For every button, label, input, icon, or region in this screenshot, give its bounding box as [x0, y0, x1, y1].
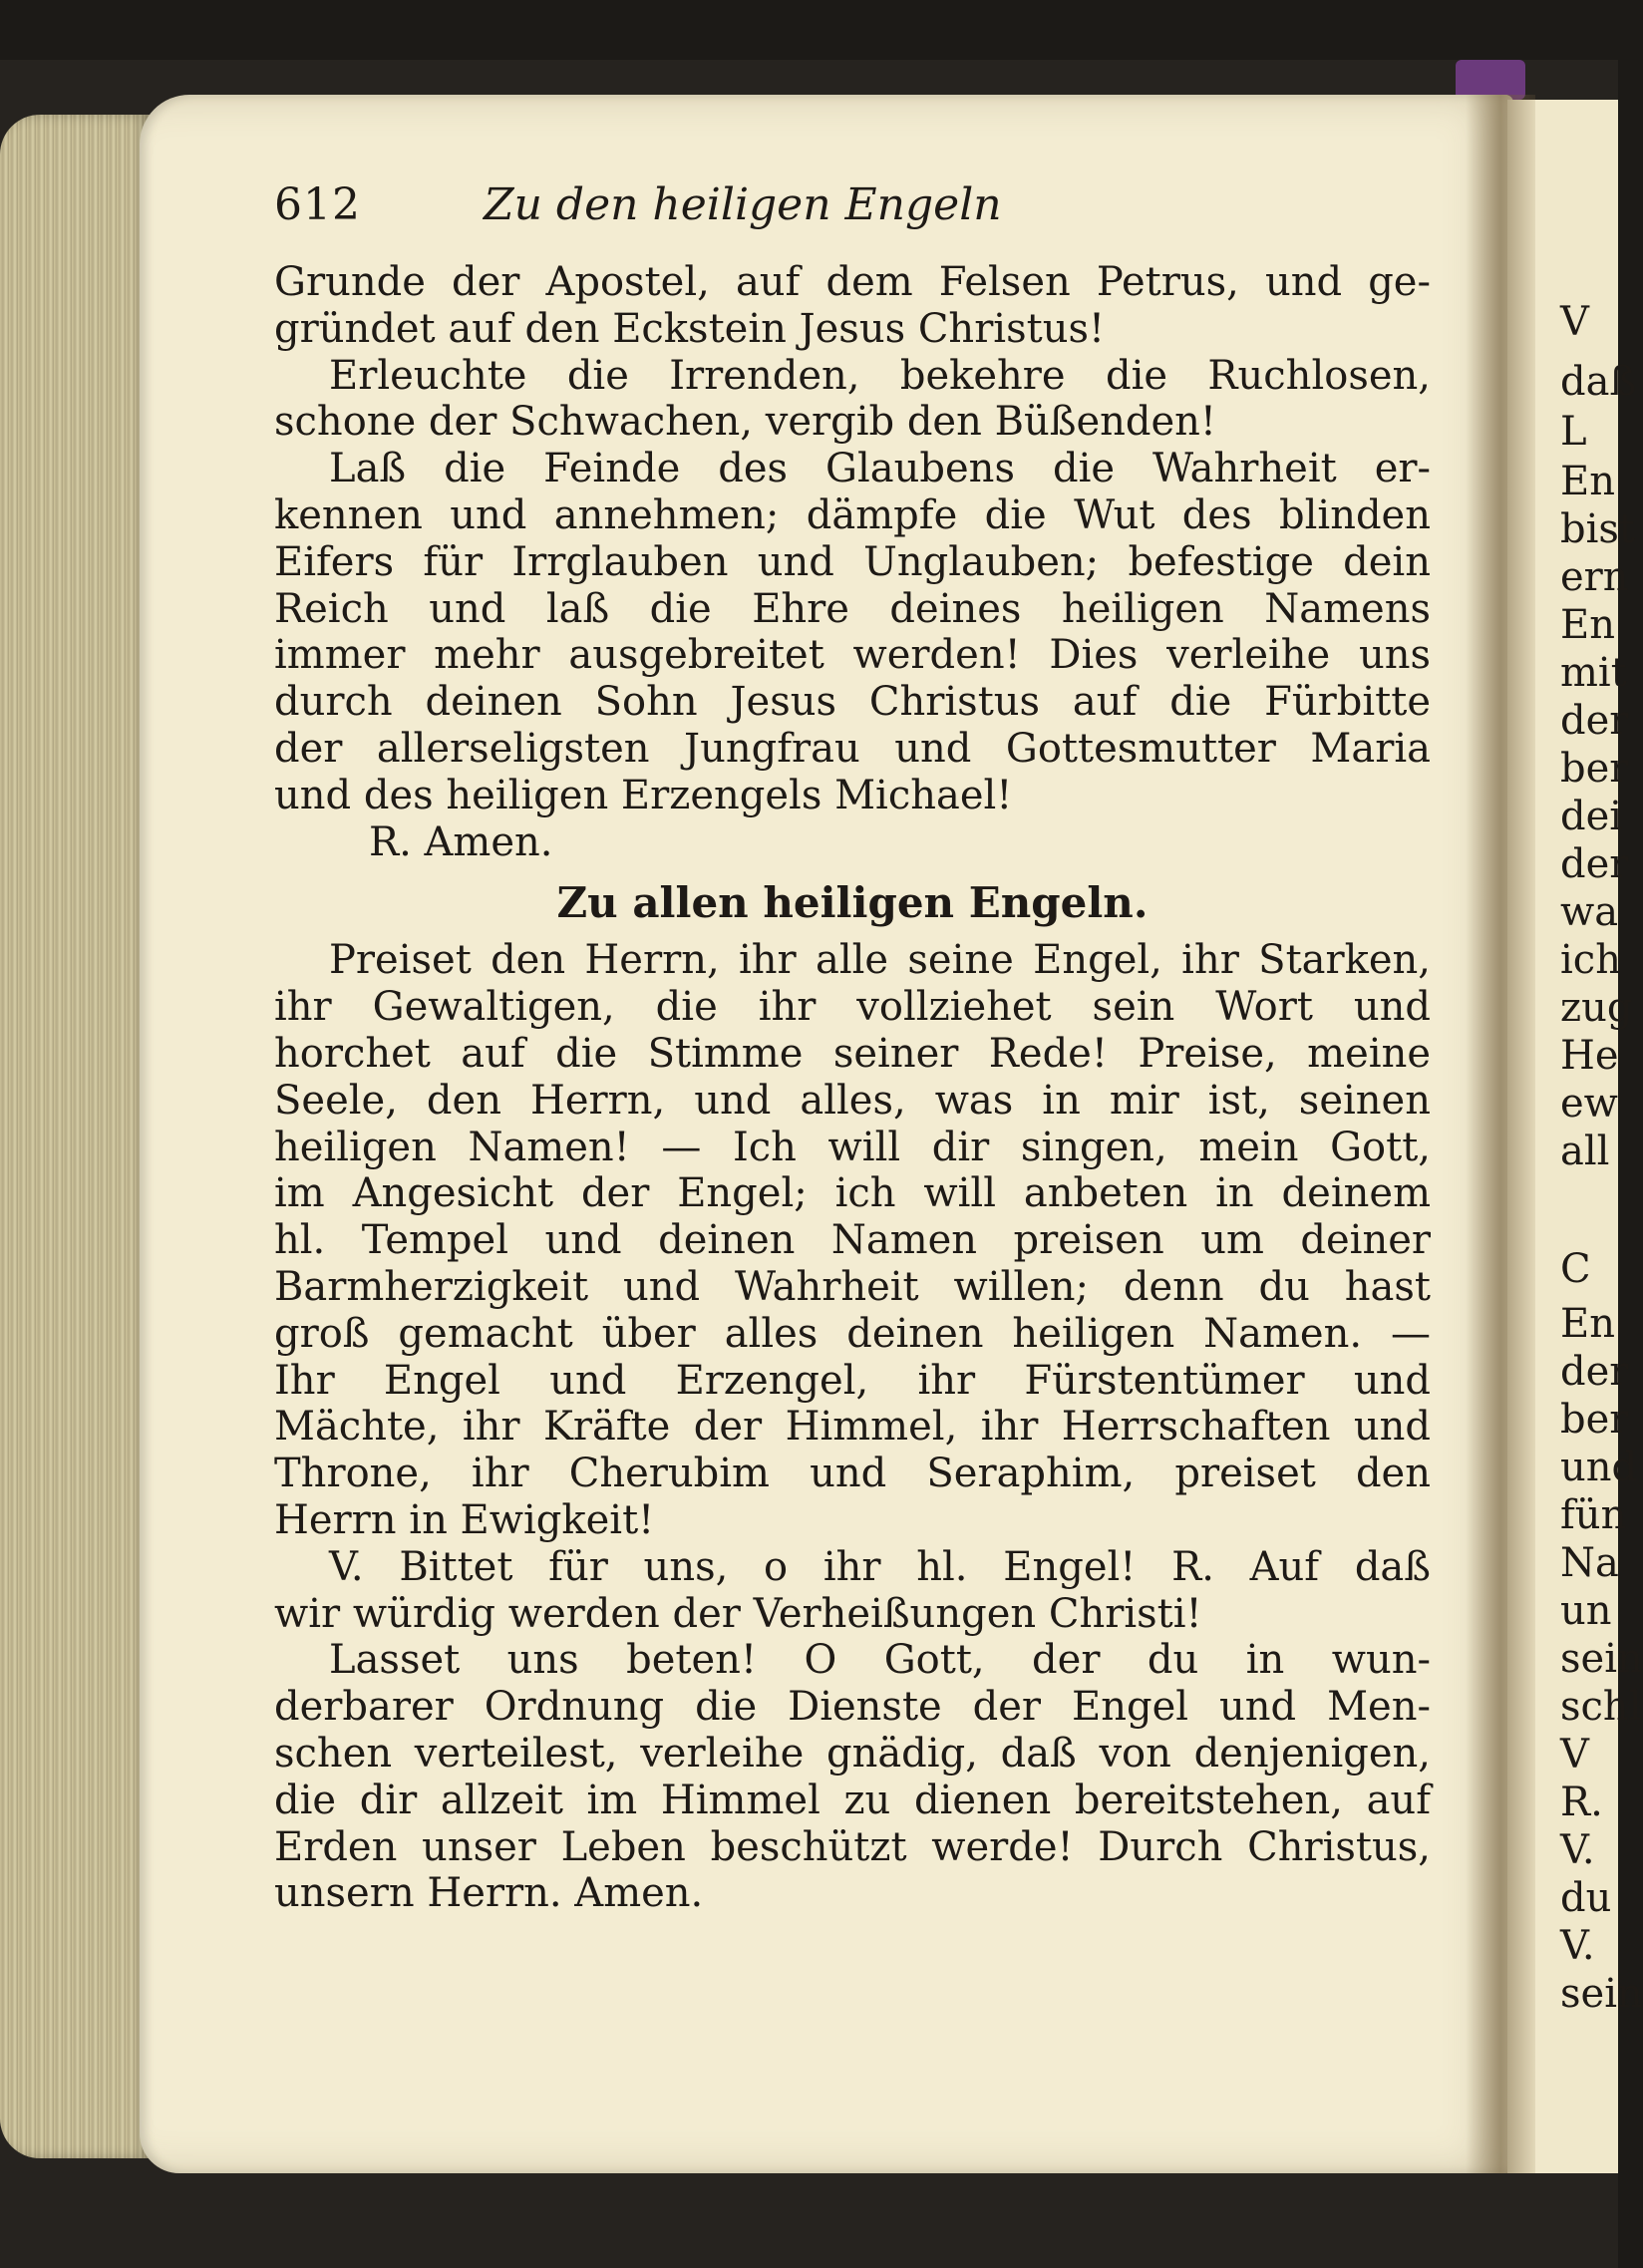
facing-fragment: bist	[1560, 506, 1635, 552]
text-line: Eifers für Irrglauben und Unglauben; befestige dein	[274, 538, 1431, 585]
facing-fragment: daß	[1560, 359, 1637, 405]
text-line: Mächte, ihr Kräfte der Himmel, ihr Herrschaften und	[274, 1404, 1431, 1451]
text-line: Reich und laß die Ehre deines heiligen Namens	[274, 585, 1431, 632]
facing-fragment: R.	[1560, 1780, 1603, 1825]
facing-fragment: zug	[1560, 985, 1633, 1031]
text-line: die dir allzeit im Himmel zu dienen bereitstehen, auf	[274, 1777, 1431, 1823]
facing-fragment: ber	[1560, 746, 1629, 792]
facing-fragment: V.	[1560, 1827, 1595, 1873]
page-number: 612	[274, 179, 361, 230]
facing-fragment: schl	[1560, 1684, 1642, 1730]
facing-fragment: un	[1560, 1588, 1612, 1634]
text-line: der allerseligsten Jungfrau und Gottesmutter Maria	[274, 725, 1431, 772]
facing-fragment: der	[1560, 1349, 1629, 1395]
facing-fragment: ew	[1560, 1081, 1618, 1127]
text-line: Grunde der Apostel, auf dem Felsen Petrus, und ge-	[274, 259, 1431, 305]
facing-fragment: mit	[1560, 650, 1627, 696]
text-line: und des heiligen Erzengels Michael!	[274, 772, 1013, 818]
facing-fragment: dei	[1560, 794, 1623, 839]
prayer-continuation	[274, 259, 1431, 865]
ribbon-bookmark	[1456, 60, 1525, 100]
facing-fragment: du	[1560, 1875, 1612, 1921]
facing-fragment: C	[1560, 1246, 1591, 1292]
text-line: derbarer Ordnung die Dienste der Engel und Men-	[274, 1684, 1431, 1731]
text-line: im Angesicht der Engel; ich will anbeten in deinem	[274, 1170, 1431, 1217]
text-line: gründet auf den Eckstein Jesus Christus!	[274, 305, 1106, 352]
facing-fragment: sein	[1560, 1636, 1643, 1682]
text-line: Lasset uns beten! O Gott, der du in wun-	[329, 1637, 1431, 1684]
text-line: heiligen Namen! — Ich will dir singen, mein Gott,	[274, 1124, 1431, 1170]
facing-fragment: V	[1560, 299, 1589, 345]
facing-fragment: ern	[1560, 554, 1629, 600]
facing-fragment: He	[1560, 1033, 1619, 1079]
facing-fragment: ber	[1560, 1397, 1629, 1443]
facing-fragment: all	[1560, 1129, 1610, 1174]
versicle-paragraph	[274, 1544, 1431, 1638]
text-line: durch deinen Sohn Jesus Christus auf die Fürbitte	[274, 679, 1431, 726]
facing-fragment: fün	[1560, 1492, 1627, 1538]
response-amen: R. Amen.	[369, 818, 553, 865]
text-line: Seele, den Herrn, und alles, was in mir ist, seinen	[274, 1077, 1431, 1124]
facing-fragment: wa	[1560, 889, 1619, 935]
facing-fragment: V.	[1560, 1923, 1595, 1969]
facing-fragment: der	[1560, 698, 1629, 744]
facing-fragment: En	[1560, 1301, 1615, 1347]
text-line: wir würdig werden der Verheißungen Christi!	[274, 1590, 1202, 1637]
text-line: Barmherzigkeit und Wahrheit willen; denn du hast	[274, 1263, 1431, 1310]
book-gutter	[1466, 95, 1535, 2173]
facing-fragment: Na	[1560, 1540, 1619, 1586]
left-page-text	[274, 179, 1431, 1917]
oration-paragraph	[274, 1637, 1431, 1917]
facing-fragment: En	[1560, 602, 1615, 648]
page-edges	[0, 115, 150, 2158]
text-line: V. Bittet für uns, o ihr hl. Engel! R. Auf daß	[329, 1543, 1431, 1590]
facing-fragment: ich	[1560, 937, 1621, 983]
text-line: schen verteilest, verleihe gnädig, daß von denjenigen,	[274, 1730, 1431, 1777]
text-line: Preiset den Herrn, ihr alle seine Engel, ihr Starken,	[329, 937, 1431, 984]
text-line: Throne, ihr Cherubim und Seraphim, preiset den	[274, 1451, 1431, 1497]
text-line: Herrn in Ewigkeit!	[274, 1496, 655, 1543]
section-title: Zu allen heiligen Engeln.	[556, 878, 1149, 928]
text-line: hl. Tempel und deinen Namen preisen um deiner	[274, 1217, 1431, 1264]
facing-fragment: der	[1560, 841, 1629, 887]
text-line: kennen und annehmen; dämpfe die Wut des blinden	[274, 491, 1431, 538]
text-line: unsern Herrn. Amen.	[274, 1870, 704, 1917]
text-line: ihr Gewaltigen, die ihr vollziehet sein Wort und	[274, 984, 1431, 1031]
facing-fragment: und	[1560, 1445, 1638, 1490]
facing-fragment: V	[1560, 1732, 1589, 1778]
text-line: Erden unser Leben beschützt werde! Durch Christus,	[274, 1823, 1431, 1870]
text-line: immer mehr ausgebreitet werden! Dies verleihe uns	[274, 632, 1431, 679]
running-header	[274, 179, 1431, 259]
facing-fragment: En	[1560, 459, 1615, 504]
running-title: Zu den heiligen Engeln	[484, 179, 1002, 230]
facing-fragment: L	[1560, 409, 1587, 455]
psalm-paragraph	[274, 937, 1431, 1543]
text-line: Laß die Feinde des Glaubens die Wahrheit er-	[329, 446, 1431, 492]
facing-fragment: sein	[1560, 1971, 1643, 2017]
text-line: Erleuchte die Irrenden, bekehre die Ruchlosen,	[329, 352, 1431, 399]
text-line: groß gemacht über alles deinen heiligen Namen. —	[274, 1310, 1431, 1357]
text-line: Ihr Engel und Erzengel, ihr Fürstentümer und	[274, 1357, 1431, 1404]
text-line: schone der Schwachen, vergib den Büßenden!	[274, 399, 1216, 446]
text-line: horchet auf die Stimme seiner Rede! Preise, meine	[274, 1030, 1431, 1077]
